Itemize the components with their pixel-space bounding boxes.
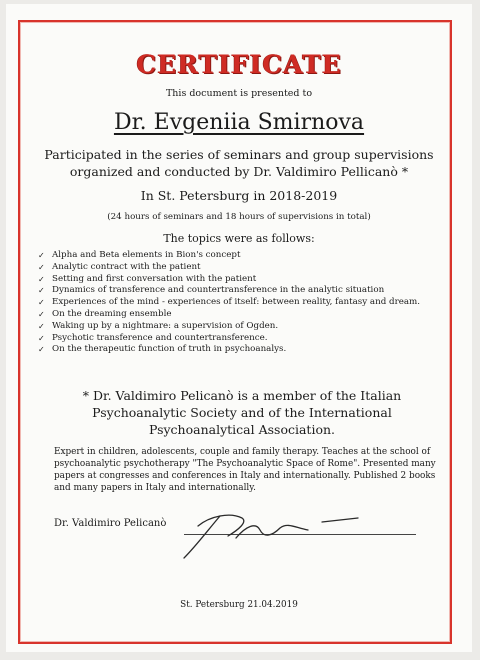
signatory-name: Dr. Valdimiro Pelicanò: [54, 518, 167, 529]
handwritten-signature: [176, 506, 376, 566]
period-text: In St. Petersburg in 2018-2019: [140, 188, 338, 203]
recipient-name: Dr. Evgeniia Smirnova: [113, 110, 365, 135]
topic-item: ✓ Waking up by a nightmare: a supervision of Ogden.: [38, 320, 279, 331]
checkmark-icon: ✓: [38, 321, 45, 331]
certificate-title: CERTIFICATE: [136, 50, 342, 79]
topic-item: ✓ Dynamics of transference and countertransference in the analytic situation: [38, 285, 385, 296]
topics-list: [38, 250, 448, 356]
checkmark-icon: ✓: [38, 309, 45, 319]
topic-item: ✓ Alpha and Beta elements in Bion's concept: [38, 250, 241, 260]
topic-item: ✓ Experiences of the mind - experiences of itself: between reality, fantasy and dream.: [38, 297, 421, 308]
topic-item: ✓ Setting and first conversation with the patient: [38, 273, 257, 284]
topic-item: ✓ Analytic contract with the patient: [38, 261, 201, 272]
checkmark-icon: ✓: [38, 262, 45, 272]
topic-item: ✓ On the therapeutic function of truth in psychoanalys.: [38, 344, 287, 355]
checkmark-icon: ✓: [38, 274, 45, 284]
participation-text: Participated in the series of seminars and group supervisions organized and conducted by Dr. Valdimiro Pellicanò *: [44, 147, 434, 179]
checkmark-icon: ✓: [38, 298, 45, 308]
topic-item: ✓ On the dreaming ensemble: [38, 308, 172, 319]
checkmark-icon: ✓: [38, 251, 45, 260]
hours-text: (24 hours of seminars and 18 hours of supervisions in total): [107, 212, 371, 222]
place-date: St. Petersburg 21.04.2019: [180, 600, 298, 610]
topics-heading: The topics were as follows:: [163, 232, 315, 245]
checkmark-icon: ✓: [38, 286, 45, 296]
checkmark-icon: ✓: [38, 345, 45, 355]
checkmark-icon: ✓: [38, 333, 45, 343]
certificate-page: [6, 4, 472, 652]
presented-to-text: This document is presented to: [165, 88, 313, 99]
topic-item: ✓ Psychotic transference and countertransference.: [38, 332, 268, 343]
bio-text: Expert in children, adolescents, couple and family therapy. Teaches at the school of psychoanalytic psychotherapy "The Psychoanalytic Space of Rome". Presented many papers at congresses and conferences in Italy and internationally. Published 2 books and many papers in Italy and internationally.: [54, 447, 436, 493]
member-note: * Dr. Valdimiro Pelicanò is a member of the Italian Psychoanalytic Society and of the International Psychoanalytical Association.: [82, 388, 402, 437]
